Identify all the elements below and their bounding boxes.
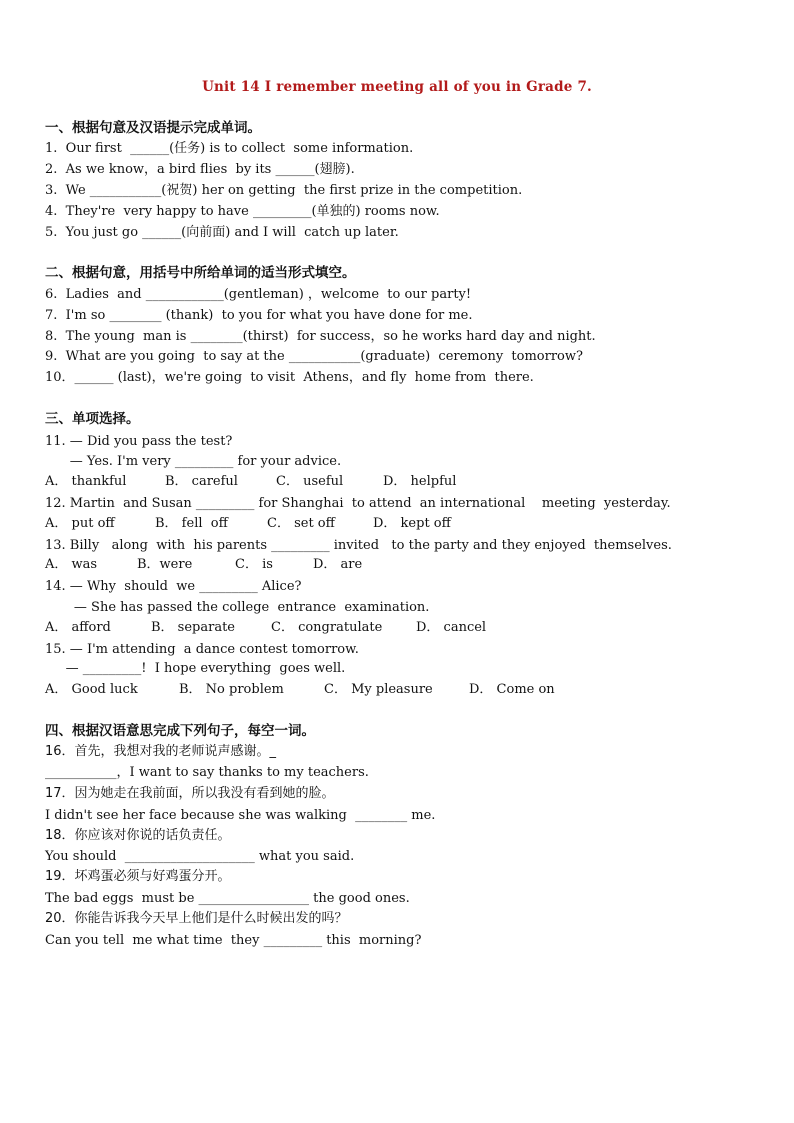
section4-heading: 四、根据汉语意思完成下列句子，每空一词。 [45,723,315,739]
question-14-prompt: 14. — Why should we _________ Alice? [45,579,302,594]
question-11-prompt: 11. — Did you pass the test? [45,434,233,449]
q14-option-b: B． separate [151,620,236,635]
question-18-chinese: 18．你应该对你说的话负责任。 [45,828,231,843]
q13-option-c: C． is [235,557,273,572]
question-16-english: ___________，I want to say thanks to my teachers. [45,765,369,780]
q15-option-a: A． Good luck [45,682,138,697]
section1-heading: 一、根据句意及汉语提示完成单词。 [45,120,261,136]
question-17-english: I didn't see her face because she was walking ________ me. [45,808,436,823]
q12-option-d: D． kept off [373,516,451,531]
question-3: 3. We ___________(祝贺) her on getting the first prize in the competition. [45,183,523,198]
question-7: 7. I'm so ________ (thank) to you for what you have done for me. [45,308,473,323]
q11-option-a: A． thankful [45,474,127,489]
question-15-prompt: 15. — I'm attending a dance contest tomorrow. [45,642,359,657]
question-17-chinese: 17．因为她走在我前面，所以我没有看到她的脸。 [45,786,335,801]
q14-option-d: D． cancel [416,620,487,635]
q14-option-a: A． afford [45,620,111,635]
q11-option-c: C． useful [276,474,344,489]
q12-option-a: A． put off [45,516,115,531]
q13-option-a: A． was [45,557,98,572]
question-11-response: — Yes. I'm very _________ for your advice. [45,454,342,469]
q13-option-b: B．were [137,557,193,572]
question-14-response: — She has passed the college entrance examination. [45,600,430,615]
q13-option-d: D． are [313,557,363,572]
q12-option-c: C． set off [267,516,335,531]
question-2: 2. As we know，a bird flies by its ______(翅膀). [45,162,355,177]
q11-option-d: D． helpful [383,474,457,489]
question-9: 9. What are you going to say at the ___________(graduate) ceremony tomorrow? [45,349,583,364]
question-10: 10．______ (last)，we're going to visit Athens，and fly home from there. [45,370,534,385]
section3-heading: 三、单项选择。 [45,411,140,427]
question-16-chinese: 16．首先，我想对我的老师说声感谢。_ [45,744,277,759]
question-5: 5. You just go ______(向前面) and I will catch up later. [45,225,399,240]
page-title: Unit 14 I remember meeting all of you in Grade 7. [202,79,592,95]
q11-option-b: B． careful [165,474,238,489]
q14-option-c: C． congratulate [271,620,383,635]
question-20-english: Can you tell me what time they _________ this morning? [45,933,422,948]
question-15-response: — _________! I hope everything goes well. [45,661,346,676]
question-4: 4. They're very happy to have _________(单独的) rooms now. [45,204,440,219]
question-6: 6. Ladies and ____________(gentleman) ，welcome to our party! [45,287,472,302]
q15-option-c: C． My pleasure [324,682,433,697]
question-19-english: The bad eggs must be _________________ the good ones. [45,891,410,906]
question-8: 8. The young man is ________(thirst) for success，so he works hard day and night. [45,329,596,344]
question-1: 1. Our first ______(任务) is to collect some information. [45,141,414,156]
question-19-chinese: 19．坏鸡蛋必须与好鸡蛋分开。 [45,869,231,884]
question-20-chinese: 20．你能告诉我今天早上他们是什么时候出发的吗？ [45,911,348,926]
q15-option-d: D． Come on [469,682,555,697]
question-12: 12. Martin and Susan _________ for Shanghai to attend an international meeting yesterday. [45,496,671,511]
q12-option-b: B． fell off [155,516,228,531]
question-13: 13. Billy along with his parents _________ invited to the party and they enjoyed themselves. [45,538,672,553]
q15-option-b: B． No problem [179,682,284,697]
section2-heading: 二、根据句意，用括号中所给单词的适当形式填空。 [45,265,356,281]
question-18-english: You should ____________________ what you said. [45,849,355,864]
